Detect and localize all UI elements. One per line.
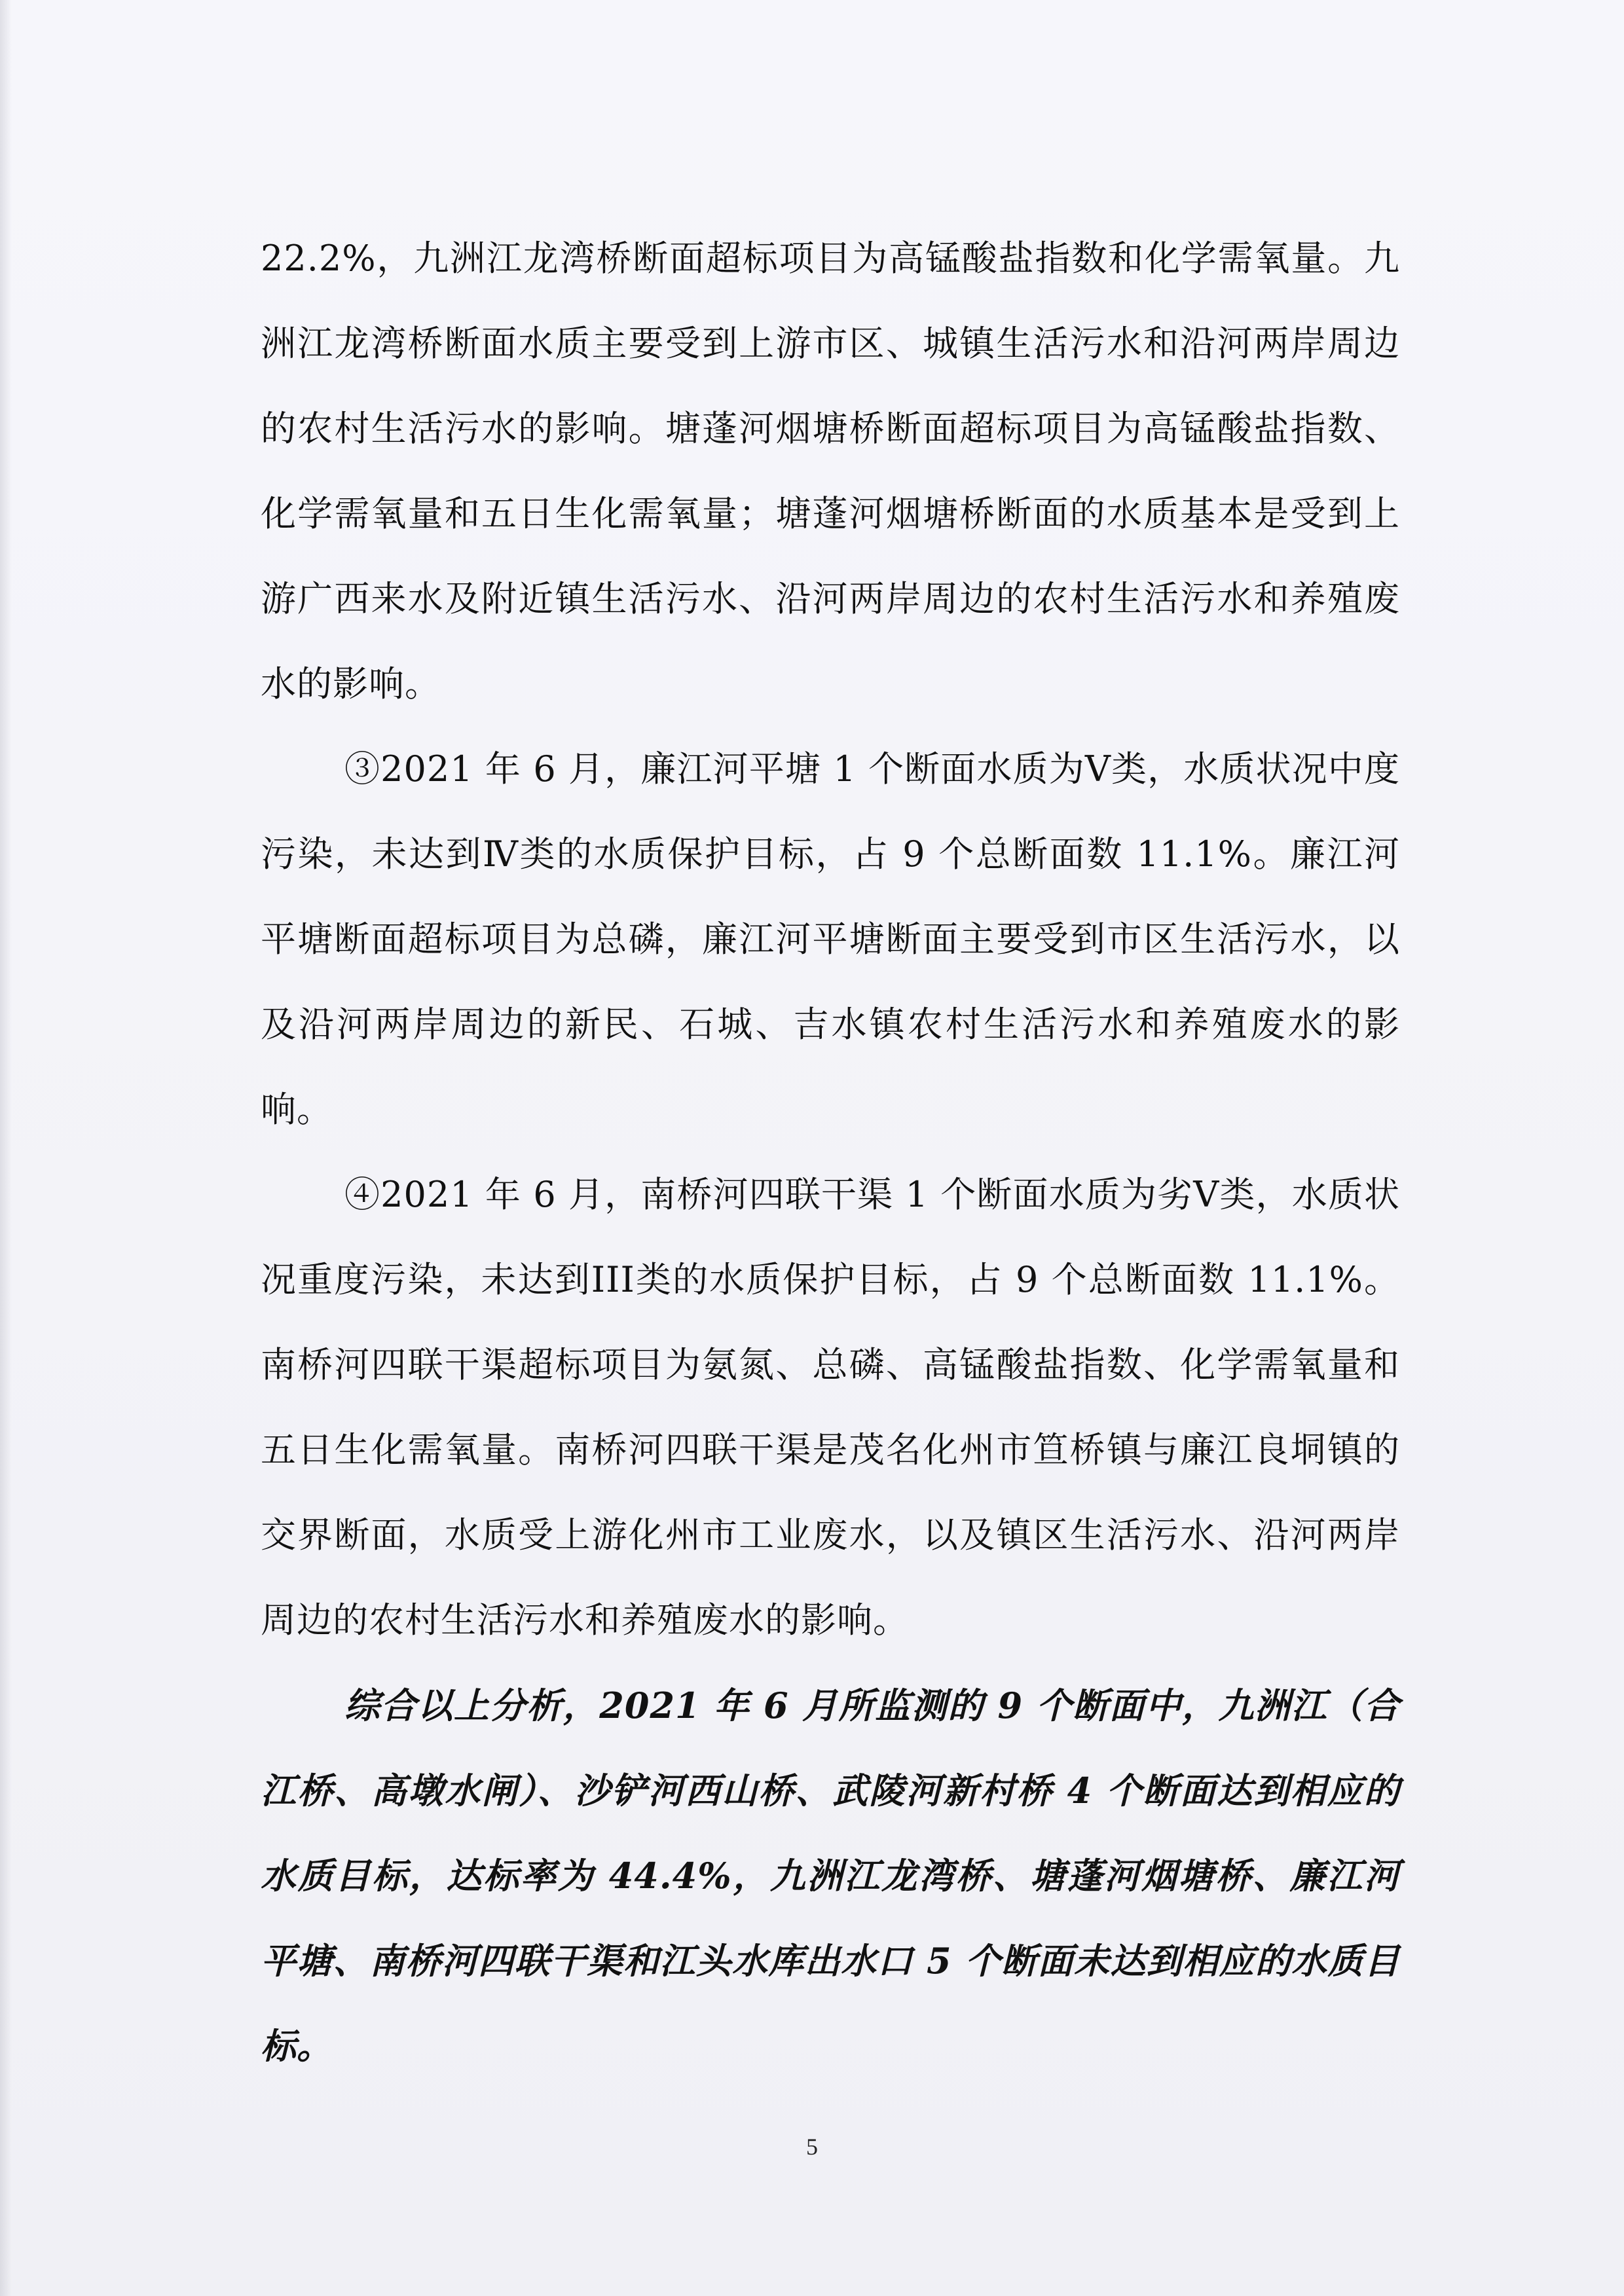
paragraph-continuation: 22.2%，九洲江龙湾桥断面超标项目为高锰酸盐指数和化学需氧量。九洲江龙湾桥断面水质主要受到上游市区、城镇生活污水和沿河两岸周边的农村生活污水的影响。塘蓬河烟塘桥断面超标项目为高锰酸盐指数、化学需氧量和五日生化需氧量；塘蓬河烟塘桥断面的水质基本是受到上游广西来水及附近镇生活污水、沿河两岸周边的农村生活污水和养殖废水的影响。 (261, 238, 1400, 704)
summary-paragraph: 综合以上分析，2021 年 6 月所监测的 9 个断面中，九洲江（合江桥、高墩水闸）、沙铲河西山桥、武陵河新村桥 4 个断面达到相应的水质目标，达标率为 44.4%，九洲江龙湾桥、塘蓬河烟塘桥、廉江河平塘、南桥河四联干渠和江头水库出水口 5 个断面未达到相应的水质目标。 (261, 1685, 1400, 2067)
document-body (261, 216, 1400, 2088)
paragraph-item-3: ③2021 年 6 月，廉江河平塘 1 个断面水质为Ⅴ类，水质状况中度污染，未达到Ⅳ类的水质保护目标，占 9 个总断面数 11.1%。廉江河平塘断面超标项目为总磷，廉江河平塘断面主要受到市区生活污水，以及沿河两岸周边的新民、石城、吉水镇农村生活污水和养殖废水的影响。 (261, 748, 1400, 1130)
paragraph-item-4: ④2021 年 6 月，南桥河四联干渠 1 个断面水质为劣Ⅴ类，水质状况重度污染，未达到III类的水质保护目标，占 9 个总断面数 11.1%。南桥河四联干渠超标项目为氨氮、总磷、高锰酸盐指数、化学需氧量和五日生化需氧量。南桥河四联干渠是茂名化州市笪桥镇与廉江良垌镇的交界断面，水质受上游化州市工业废水，以及镇区生活污水、沿河两岸周边的农村生活污水和养殖废水的影响。 (261, 1174, 1400, 1641)
page-number: 5 (806, 2134, 818, 2160)
